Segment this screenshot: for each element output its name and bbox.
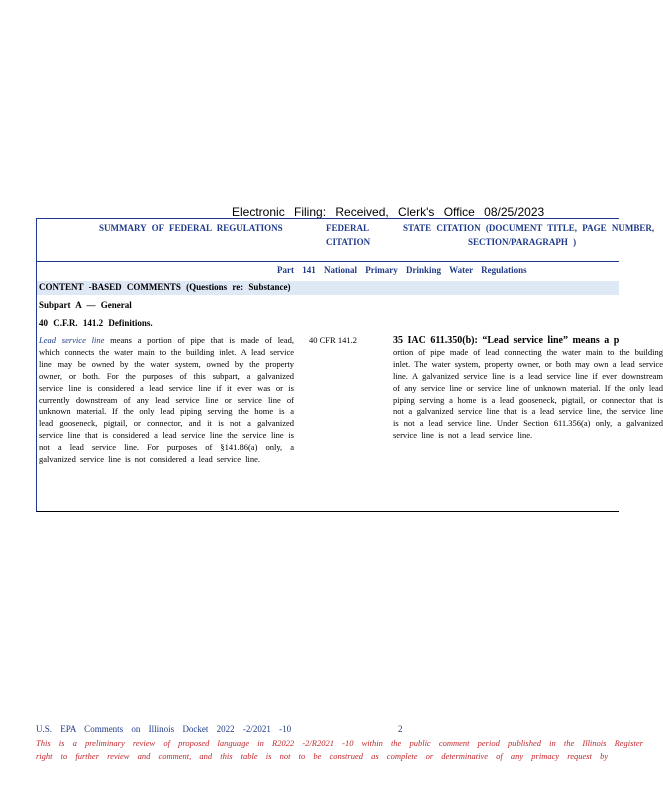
header-citation: CITATION	[326, 237, 371, 247]
part-title: Part 141 National Primary Drinking Water Regulations	[277, 265, 527, 275]
footer-disclaimer	[36, 737, 643, 763]
subpart-heading: Subpart A — General	[39, 300, 132, 310]
content-comments-label: CONTENT -BASED COMMENTS (Questions re: Substance)	[39, 282, 291, 292]
footer-docket	[36, 724, 403, 734]
page-number: 2	[398, 724, 403, 734]
defined-term: Lead service line	[39, 335, 105, 345]
disclaimer-line-2: right to further review and comment, and this table is not to be construed as complete or determinative of any primacy request by	[36, 751, 609, 761]
header-state-citation: STATE CITATION (DOCUMENT TITLE, PAGE NUMBER,	[403, 223, 655, 233]
definition-text: means a portion of pipe that is made of lead, which connects the water main to the building inlet. A lead service line may be owned by the water system, owned by the property owner, or both. For the purposes of this subpart, a galvanized service line is considered a lead service line if it ever was or is currently downstream of any lead service line or service line of unknown material. If the only lead piping serving the home is a lead gooseneck, pigtail, or connector, and it is not a galvanized service line that is considered a lead service line the service line is not a lead service line. For purposes of §141.86(a) only, a galvanized service line is not considered a lead service line.	[39, 335, 294, 465]
header-summary: SUMMARY OF FEDERAL REGULATIONS	[99, 223, 283, 233]
federal-citation-cell: 40 CFR 141.2	[309, 335, 357, 345]
table-header	[37, 219, 655, 262]
federal-definition	[39, 335, 294, 466]
regulations-table	[36, 218, 663, 512]
disclaimer-line-1: This is a preliminary review of proposed language in R2022 -2/R2021 -10 within the public comment period published in the Illinois Register	[36, 738, 643, 748]
state-citation-cell	[393, 335, 663, 442]
header-federal: FEDERAL	[326, 223, 370, 233]
cfr-heading: 40 C.F.R. 141.2 Definitions.	[39, 318, 153, 328]
header-section-paragraph: SECTION/PARAGRAPH )	[468, 237, 577, 247]
state-citation-lead: 35 IAC 611.350(b): “Lead service line” means a p	[393, 335, 620, 346]
content-comments-band	[37, 281, 619, 295]
state-citation-text: ortion of pipe made of lead connecting the water main to the building inlet. The water system, property owner, or both may own a lead service line. A galvanized service line is a lead service line if ever downstream of any service line or service line of unknown material. If the only lead piping serving a home is a lead gooseneck, pigtail, or connector that is not a galvanized service line that is a lead service line, the service line is not a lead service line. Under Section 611.356(a) only, a galvanized service line is not a lead service line.	[393, 346, 663, 441]
electronic-filing-stamp: Electronic Filing: Received, Clerk's Office 08/25/2023	[232, 205, 545, 219]
footer-docket-text: U.S. EPA Comments on Illinois Docket 2022 -2/2021 -10	[36, 724, 292, 734]
